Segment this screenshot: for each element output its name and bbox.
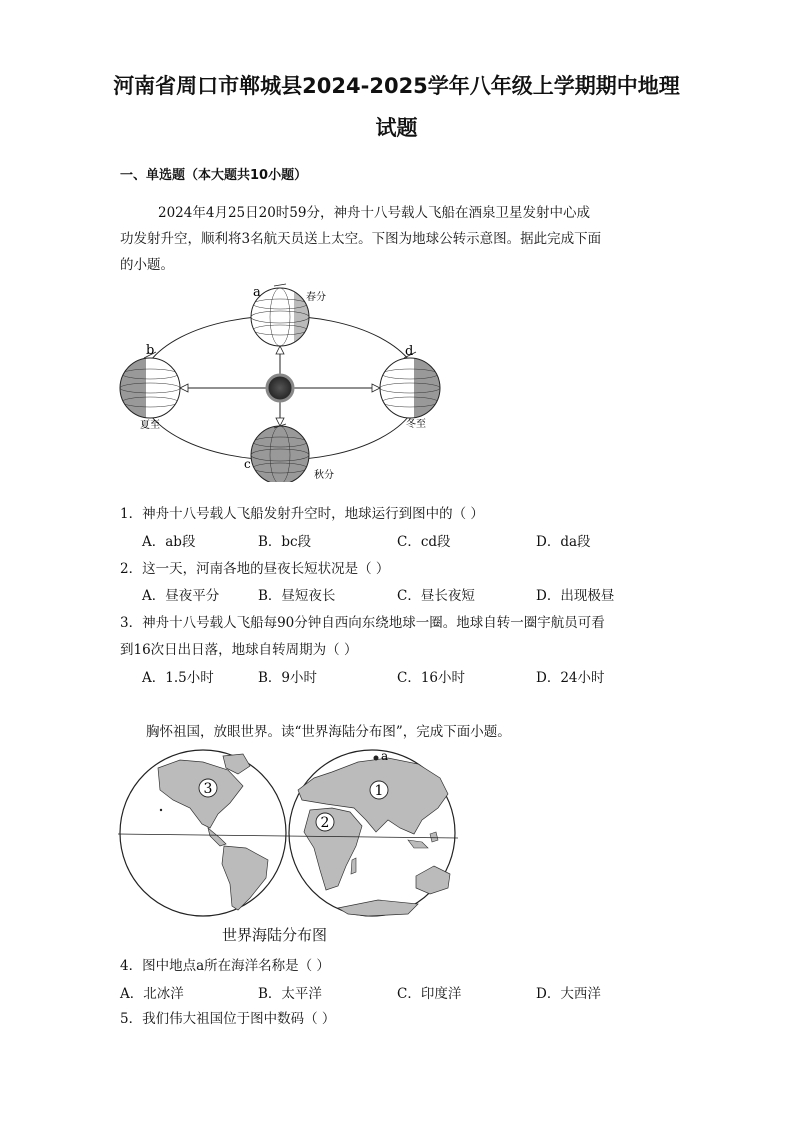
q3-option-a[interactable]: A．1.5小时 [142,670,214,686]
label-a: a [253,285,261,300]
question-5: 5．我们伟大祖国位于图中数码（ ） [120,1011,336,1027]
page-title-line2: 试题 [375,116,418,140]
question-1: 1．神舟十八号载人飞船发射升空时，地球运行到图中的（ ） [120,506,484,522]
q2-option-c[interactable]: C．昼长夜短 [397,588,475,604]
q3-option-c[interactable]: C．16小时 [397,670,466,686]
q2-option-a[interactable]: A．昼夜平分 [142,588,220,604]
question-2: 2．这一天，河南各地的昼夜长短状况是（ ） [120,561,390,577]
label-summer: 夏至 [140,420,160,431]
passage1-line1: 2024年4月25日20时59分，神舟十八号载人飞船在酒泉卫星发射中心成 [158,205,590,221]
label-c: c [244,457,251,471]
q4-option-d[interactable]: D．大西洋 [536,986,601,1002]
q1-option-b[interactable]: B．bc段 [258,534,312,550]
world-map-caption: 世界海陆分布图 [222,926,328,944]
question-3-line2: 到16次日出日落，地球自转周期为（ ） [120,642,358,658]
label-a-point: a [381,749,389,763]
label-1: 1 [374,783,384,799]
passage1-line2: 功发射升空，顺利将3名航天员送上太空。下图为地球公转示意图。据此完成下面 [120,231,602,247]
q4-option-a[interactable]: A．北冰洋 [120,986,184,1002]
q2-option-d[interactable]: D．出现极昼 [536,588,615,604]
q1-option-a[interactable]: A．ab段 [142,534,196,550]
q1-option-c[interactable]: C．cd段 [397,534,451,550]
label-winter: 冬至 [406,419,426,430]
label-3: 3 [203,781,213,797]
q4-option-c[interactable]: C．印度洋 [397,986,462,1002]
label-b: b [146,343,155,358]
label-2: 2 [320,815,330,831]
q3-option-d[interactable]: D．24小时 [536,670,605,686]
q2-option-b[interactable]: B．昼短夜长 [258,588,336,604]
label-d: d [405,344,414,359]
question-3: 3．神舟十八号载人飞船每90分钟自西向东绕地球一圈。地球自转一圈宇航员可看 [120,615,605,631]
earth-revolution-diagram [110,282,450,482]
passage1-line3: 的小题。 [120,257,174,273]
q4-option-b[interactable]: B．太平洋 [258,986,322,1002]
page-title: 河南省周口市郸城县2024-2025学年八年级上学期期中地理 [113,74,680,98]
world-map [118,748,458,948]
label-spring: 春分 [306,292,326,303]
section-heading: 一、单选题（本大题共10小题） [120,168,308,183]
sun-icon [267,375,293,401]
question-4: 4．图中地点a所在海洋名称是（ ） [120,958,330,974]
label-autumn: 秋分 [314,470,334,481]
passage2: 胸怀祖国，放眼世界。读“世界海陆分布图”，完成下面小题。 [146,724,511,740]
q1-option-d[interactable]: D．da段 [536,534,591,550]
q3-option-b[interactable]: B．9小时 [258,670,318,686]
